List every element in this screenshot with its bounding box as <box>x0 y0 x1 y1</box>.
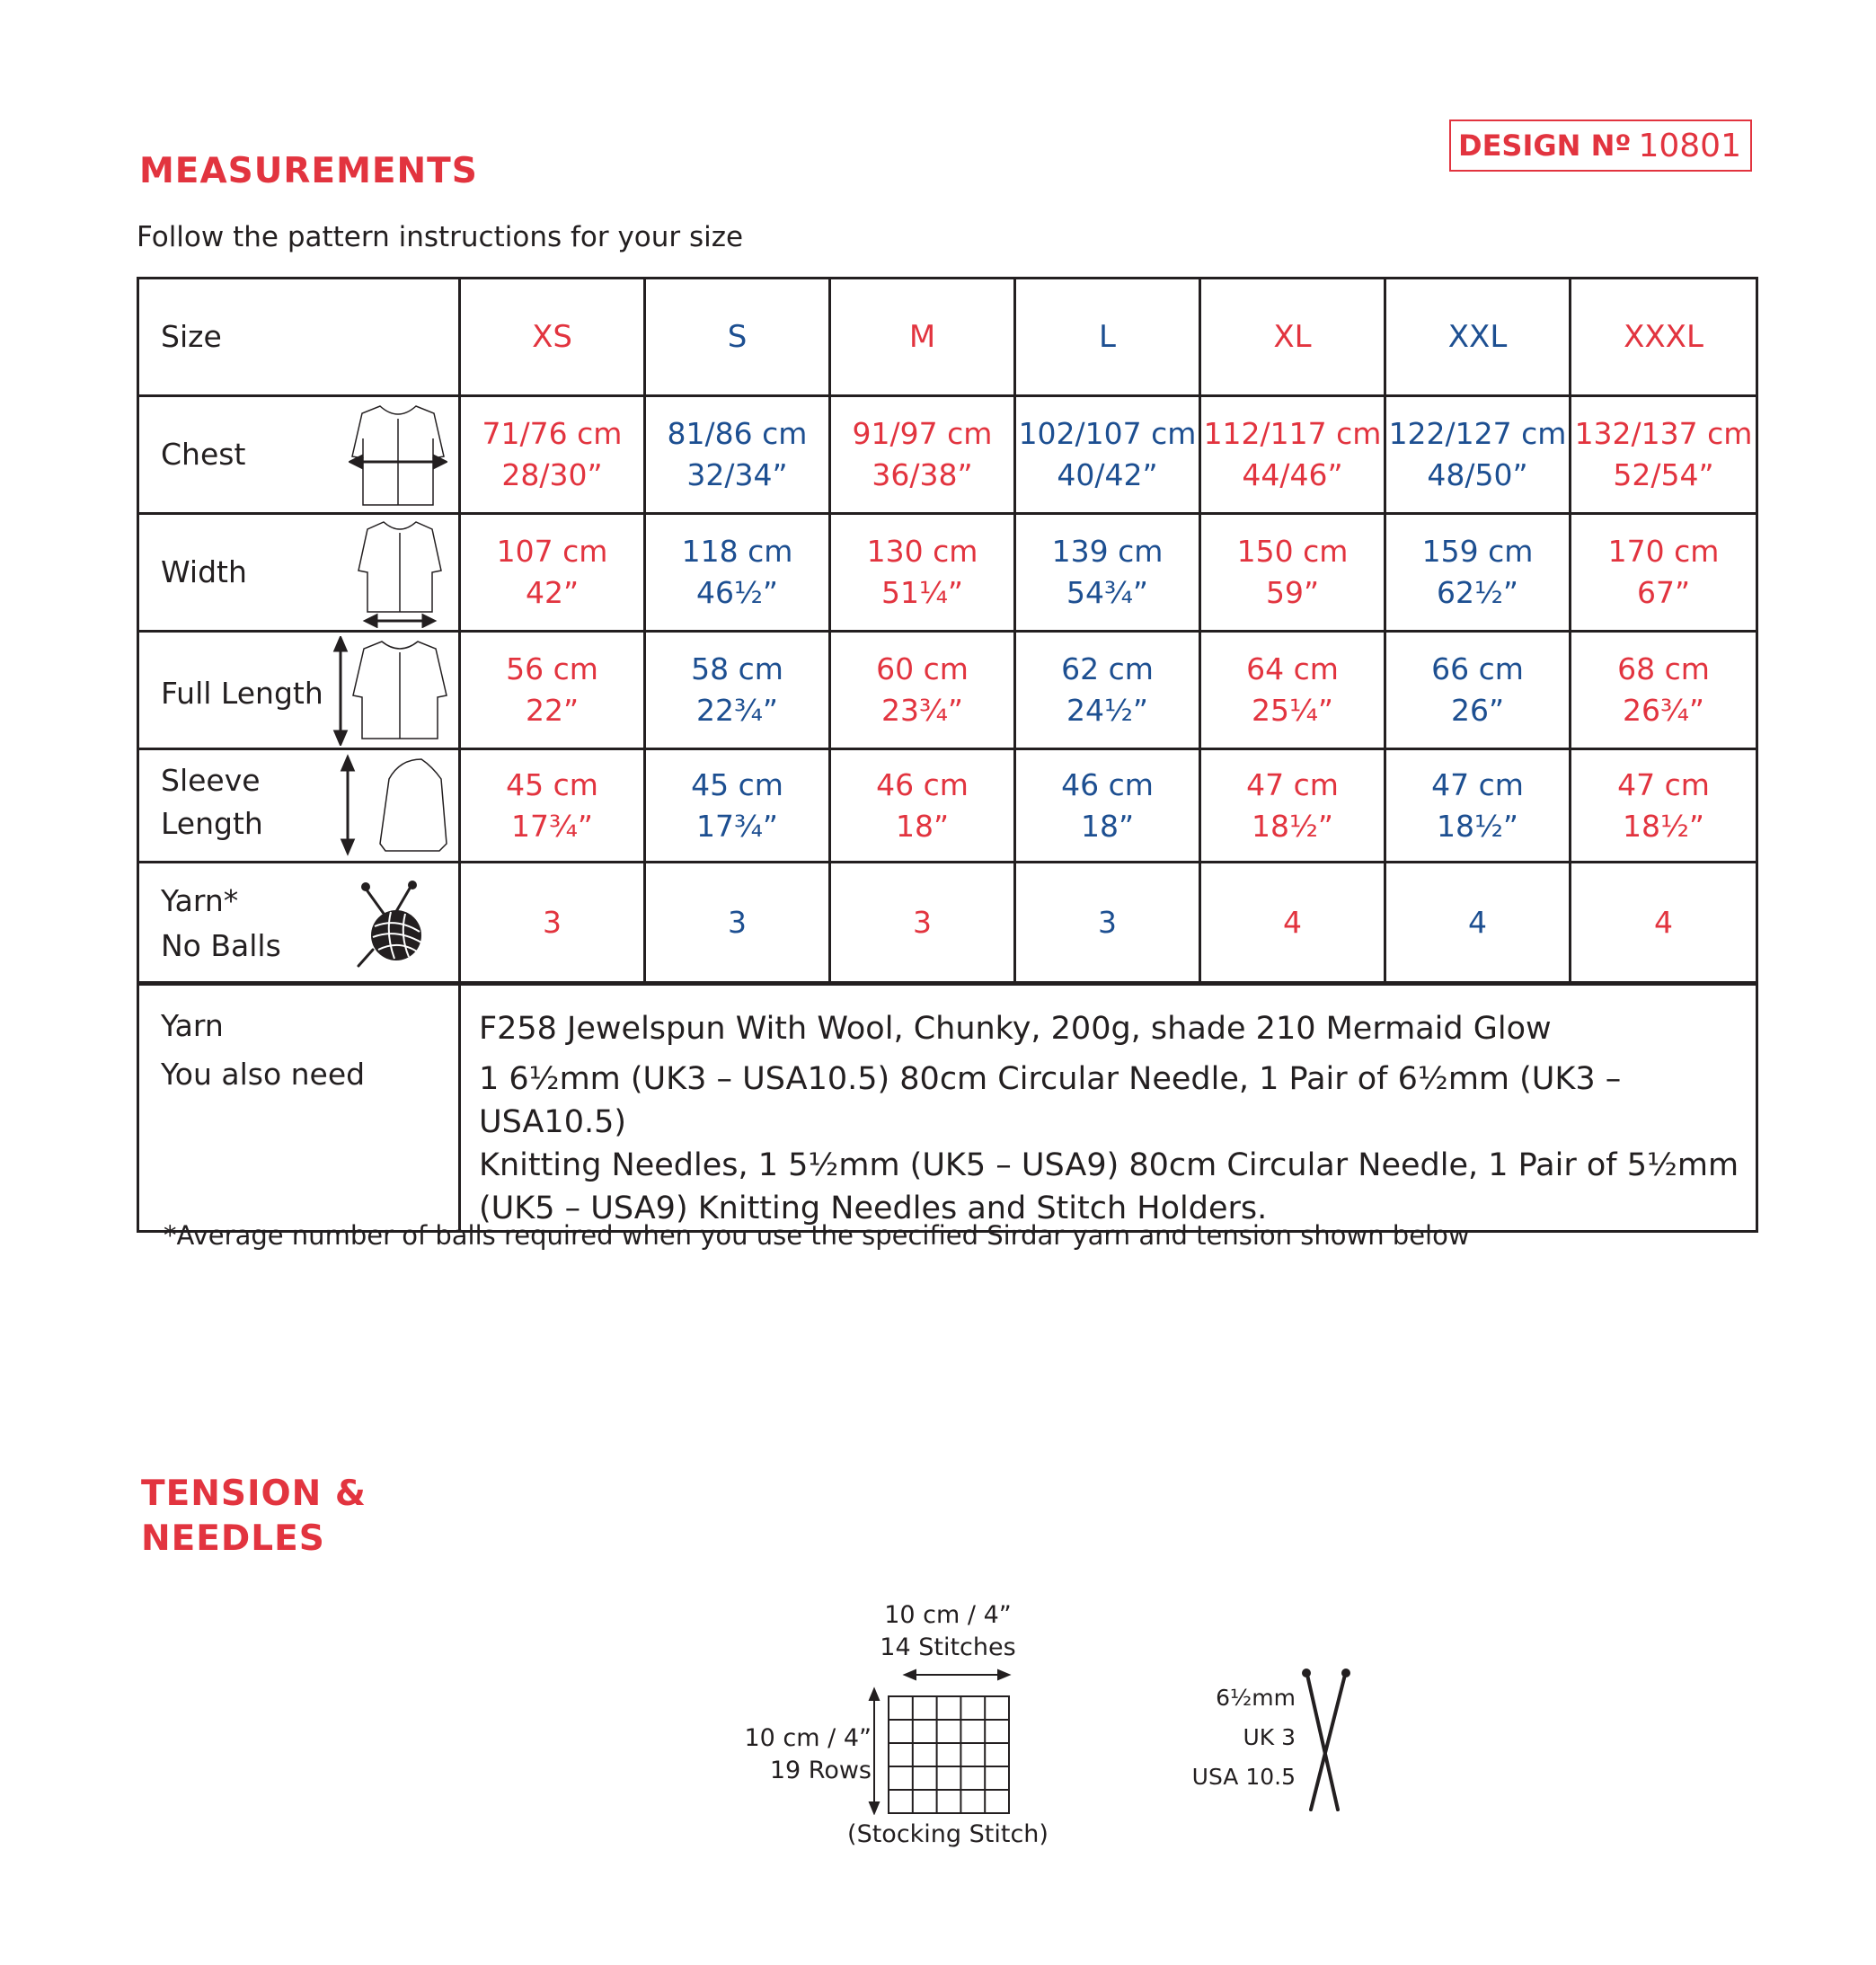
sleeve-length-value: 47 cm 18½” <box>1200 749 1385 863</box>
yarn-description: F258 Jewelspun With Wool, Chunky, 200g, shade 210 Mermaid Glow <box>479 1011 1552 1047</box>
full-length-row <box>138 632 1757 749</box>
full-length-label: Full Length <box>161 676 323 711</box>
size-header: S <box>645 279 830 396</box>
yarn-balls-label-cell <box>138 863 460 984</box>
sleeve-length-value: 47 cm 18½” <box>1571 749 1757 863</box>
design-label: DESIGN Nº <box>1458 128 1632 163</box>
chest-value: 81/86 cm 32/34” <box>645 396 830 514</box>
chest-label: Chest <box>161 437 246 472</box>
yarn-requirements-label-cell <box>138 984 460 1232</box>
yarn-balls-value: 3 <box>645 863 830 984</box>
width-value: 139 cm 54¾” <box>1015 514 1200 632</box>
measurements-table <box>137 277 1758 1233</box>
size-header: L <box>1015 279 1200 396</box>
you-also-need-label: You also need <box>161 1057 366 1092</box>
full-length-value: 62 cm 24½” <box>1015 632 1200 749</box>
full-length-label-cell <box>138 632 460 749</box>
sleeve-length-value: 45 cm 17¾” <box>645 749 830 863</box>
yarn-requirements-text-cell <box>460 984 1757 1232</box>
cardigan-length-icon <box>330 636 452 746</box>
tension-height-label: 10 cm / 4” 19 Rows <box>744 1724 872 1784</box>
tension-swatch-icon <box>858 1662 1020 1815</box>
full-length-value: 64 cm 25¼” <box>1200 632 1385 749</box>
tension-heading: TENSION & NEEDLES <box>141 1474 367 1559</box>
chest-value: 132/137 cm 52/54” <box>1571 396 1757 514</box>
size-header: XS <box>460 279 645 396</box>
sleeve-length-value: 47 cm 18½” <box>1385 749 1571 863</box>
chest-value: 91/97 cm 36/38” <box>830 396 1015 514</box>
yarn-label: Yarn <box>161 1008 224 1043</box>
yarn-balls-value: 3 <box>460 863 645 984</box>
needle-size-labels <box>1159 1678 1296 1797</box>
sleeve-length-value: 45 cm 17¾” <box>460 749 645 863</box>
needles-line: 1 6½mm (UK3 – USA10.5) 80cm Circular Needle, 1 Pair of 6½mm (UK3 – USA10.5) <box>479 1061 1622 1140</box>
size-header: M <box>830 279 1015 396</box>
yarn-balls-value: 4 <box>1200 863 1385 984</box>
needles-line: (UK5 – USA9) Knitting Needles and Stitch Holders. <box>479 1191 1268 1226</box>
knitting-needles-icon <box>1298 1666 1352 1819</box>
chest-value: 112/117 cm 44/46” <box>1200 396 1385 514</box>
full-length-value: 66 cm 26” <box>1385 632 1571 749</box>
width-value: 159 cm 62½” <box>1385 514 1571 632</box>
needle-mm: 6½mm <box>1216 1685 1296 1711</box>
width-value: 170 cm 67” <box>1571 514 1757 632</box>
design-number: 10801 <box>1638 127 1741 164</box>
yarn-ball-icon <box>355 880 436 969</box>
width-value: 130 cm 51¼” <box>830 514 1015 632</box>
full-length-value: 68 cm 26¾” <box>1571 632 1757 749</box>
width-label-cell <box>138 514 460 632</box>
chest-value: 122/127 cm 48/50” <box>1385 396 1571 514</box>
chest-row <box>138 396 1757 514</box>
width-value: 118 cm 46½” <box>645 514 830 632</box>
size-label-cell <box>138 279 460 396</box>
yarn-balls-value: 4 <box>1385 863 1571 984</box>
size-row <box>138 279 1757 396</box>
size-header: XXXL <box>1571 279 1757 396</box>
yarn-balls-row <box>138 863 1757 984</box>
yarn-balls-value: 4 <box>1571 863 1757 984</box>
stitch-type-label: (Stocking Stitch) <box>847 1820 1049 1848</box>
width-value: 150 cm 59” <box>1200 514 1385 632</box>
sleeve-length-icon <box>335 754 452 858</box>
sleeve-length-value: 46 cm 18” <box>830 749 1015 863</box>
size-label: Size <box>161 319 222 354</box>
sleeve-label-line2: Length <box>161 806 263 841</box>
chest-value: 102/107 cm 40/42” <box>1015 396 1200 514</box>
full-length-value: 60 cm 23¾” <box>830 632 1015 749</box>
full-length-value: 58 cm 22¾” <box>645 632 830 749</box>
yarn-balls-label-line1: Yarn* <box>161 883 239 918</box>
full-length-value: 56 cm 22” <box>460 632 645 749</box>
needle-usa: USA 10.5 <box>1191 1764 1296 1790</box>
yarn-requirements-row <box>138 984 1757 1232</box>
size-header: XXL <box>1385 279 1571 396</box>
tension-width-label: 10 cm / 4” 14 Stitches <box>880 1601 1016 1661</box>
size-header: XL <box>1200 279 1385 396</box>
sleeve-length-label-cell <box>138 749 460 863</box>
yarn-balls-value: 3 <box>830 863 1015 984</box>
width-row <box>138 514 1757 632</box>
subtitle: Follow the pattern instructions for your size <box>137 221 744 253</box>
sleeve-length-row <box>138 749 1757 863</box>
yarn-balls-label-line2: No Balls <box>161 928 281 963</box>
design-number-box <box>1449 119 1752 172</box>
sleeve-label-line1: Sleeve <box>161 763 261 798</box>
needle-uk: UK 3 <box>1243 1724 1296 1750</box>
needles-line: Knitting Needles, 1 5½mm (UK5 – USA9) 80cm Circular Needle, 1 Pair of 5½mm <box>479 1147 1739 1183</box>
width-value: 107 cm 42” <box>460 514 645 632</box>
cardigan-chest-icon <box>349 403 447 509</box>
cardigan-width-icon <box>355 518 445 628</box>
width-label: Width <box>161 554 247 589</box>
measurements-heading: MEASUREMENTS <box>139 151 478 191</box>
chest-value: 71/76 cm 28/30” <box>460 396 645 514</box>
sleeve-length-value: 46 cm 18” <box>1015 749 1200 863</box>
chest-label-cell <box>138 396 460 514</box>
footnote: *Average number of balls required when you use the specified Sirdar yarn and tension shown below <box>164 1220 1470 1251</box>
yarn-balls-value: 3 <box>1015 863 1200 984</box>
